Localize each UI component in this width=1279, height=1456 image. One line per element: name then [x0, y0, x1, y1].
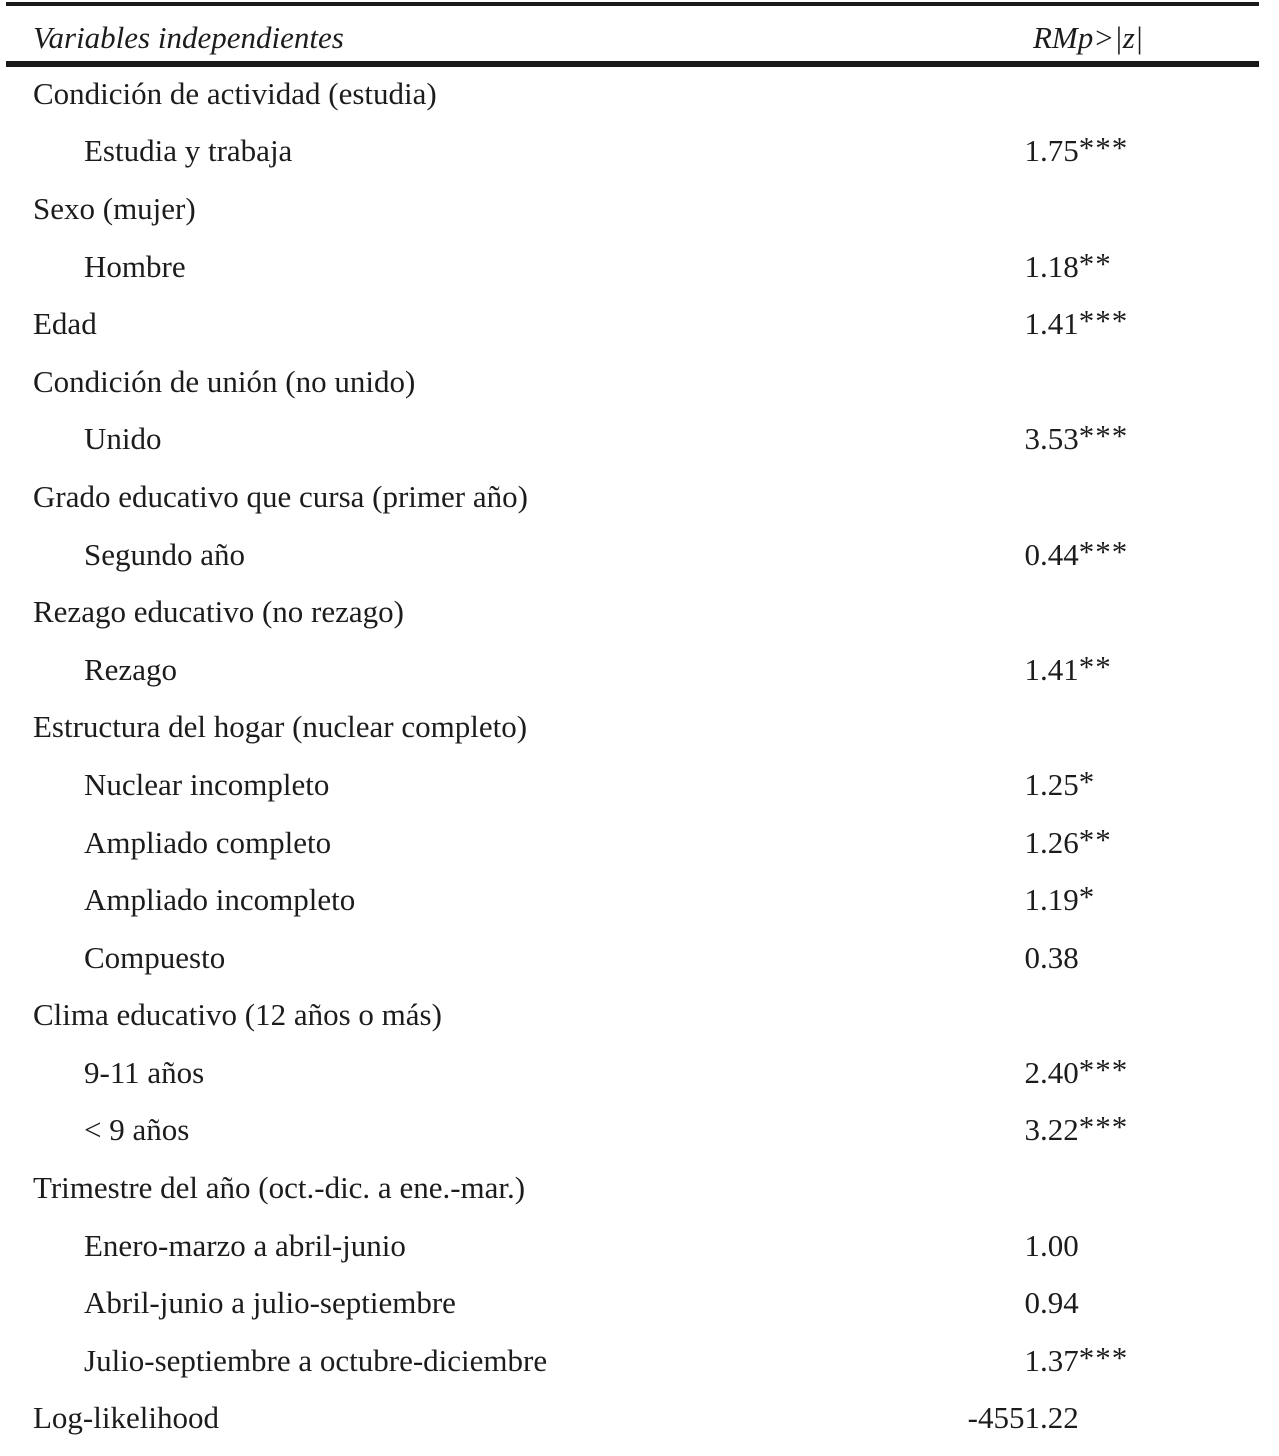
significance-stars: ***	[1078, 1339, 1129, 1375]
value-integer-part: 3	[1024, 1112, 1040, 1148]
table-row	[0, 871, 1279, 929]
table-row	[0, 641, 1279, 699]
row-value	[950, 245, 1112, 285]
row-label: Grado educativo que cursa (primer año)	[33, 478, 528, 514]
row-label: < 9 años	[84, 1112, 190, 1148]
row-value	[950, 763, 1096, 803]
table-row	[0, 756, 1279, 814]
value-decimal-part: .26	[1040, 824, 1079, 860]
value-integer-part: 1	[1024, 882, 1040, 918]
significance-stars: ***	[1078, 1051, 1129, 1087]
significance-stars: **	[1078, 821, 1112, 857]
value-decimal-part: .18	[1040, 248, 1079, 284]
significance-stars: ***	[1078, 418, 1129, 454]
row-label: Rezago	[84, 651, 177, 687]
table-top-rule	[6, 2, 1259, 6]
value-integer-part: 1	[1024, 133, 1040, 169]
value-decimal-part: .94	[1040, 1285, 1079, 1321]
row-label: 9-11 años	[84, 1054, 205, 1090]
row-value	[950, 130, 1129, 169]
row-label: Estructura del hogar (nuclear completo)	[33, 709, 528, 745]
row-value	[950, 1400, 1079, 1436]
value-integer-part: 3	[1024, 421, 1040, 457]
row-label: Condición de unión (no unido)	[33, 363, 416, 399]
value-integer-part: 1	[1024, 1227, 1040, 1263]
row-value	[950, 648, 1112, 688]
row-label: Edad	[33, 306, 97, 342]
significance-stars: *	[1078, 879, 1096, 915]
row-value	[950, 879, 1096, 918]
table-row	[0, 1332, 1279, 1390]
value-decimal-part: .53	[1040, 421, 1079, 457]
significance-stars: **	[1078, 245, 1112, 281]
table-row	[0, 411, 1279, 469]
row-value	[950, 1051, 1129, 1091]
value-integer-part: 1	[1024, 651, 1040, 687]
value-decimal-part: .41	[1040, 306, 1079, 342]
row-value	[950, 1228, 1079, 1264]
row-label: Estudia y trabaja	[84, 133, 293, 169]
table-row	[0, 583, 1279, 641]
value-integer-part: 2	[1024, 1054, 1040, 1090]
table-row	[0, 526, 1279, 584]
row-label: Enero-marzo a abril-junio	[84, 1227, 406, 1263]
value-integer-part: 0	[1024, 939, 1040, 975]
value-decimal-part: .19	[1040, 882, 1079, 918]
table-row	[0, 1217, 1279, 1275]
value-decimal-part: .75	[1040, 133, 1079, 169]
row-value	[950, 418, 1129, 457]
row-value	[950, 821, 1112, 861]
column-header-odds-ratio: RMp>|z|	[1033, 20, 1144, 55]
row-label: Unido	[84, 421, 162, 457]
value-integer-part: -4551	[967, 1400, 1040, 1436]
table-row	[0, 929, 1279, 987]
significance-stars: ***	[1078, 533, 1129, 569]
significance-stars: ***	[1078, 303, 1129, 339]
value-integer-part: 1	[1024, 248, 1040, 284]
value-integer-part: 1	[1024, 824, 1040, 860]
table-row	[0, 353, 1279, 411]
row-label: Nuclear incompleto	[84, 766, 330, 802]
column-header-variables: Variables independientes	[33, 20, 344, 55]
value-decimal-part: .41	[1040, 651, 1079, 687]
row-label: Condición de actividad (estudia)	[33, 75, 437, 111]
table-row	[0, 468, 1279, 526]
table-row	[0, 1044, 1279, 1102]
row-value	[950, 533, 1129, 573]
value-decimal-part: .25	[1040, 766, 1079, 802]
significance-stars: ***	[1078, 1109, 1129, 1145]
row-label: Sexo (mujer)	[33, 190, 196, 226]
row-label: Clima educativo (12 años o más)	[33, 997, 442, 1033]
row-value	[950, 303, 1129, 342]
table-row	[0, 65, 1279, 123]
value-decimal-part: .22	[1040, 1112, 1079, 1148]
table-row	[0, 1274, 1279, 1332]
value-decimal-part: .22	[1040, 1400, 1079, 1436]
table-row	[0, 699, 1279, 757]
table-row	[0, 987, 1279, 1045]
table-rows	[0, 65, 1279, 1447]
row-label: Rezago educativo (no rezago)	[33, 594, 404, 630]
row-label: Hombre	[84, 248, 186, 284]
table-row	[0, 1159, 1279, 1217]
significance-stars: ***	[1078, 130, 1129, 166]
row-label: Julio-septiembre a octubre-diciembre	[84, 1342, 548, 1378]
value-decimal-part: .40	[1040, 1054, 1079, 1090]
table-row	[0, 123, 1279, 181]
value-integer-part: 1	[1024, 766, 1040, 802]
significance-stars: **	[1078, 648, 1112, 684]
table-row	[0, 295, 1279, 353]
row-value	[950, 1109, 1129, 1148]
row-label: Log-likelihood	[33, 1400, 219, 1436]
row-label: Ampliado completo	[84, 824, 332, 860]
row-label: Segundo año	[84, 536, 246, 572]
row-value	[950, 1339, 1129, 1379]
table-row	[0, 180, 1279, 238]
value-decimal-part: .44	[1040, 536, 1079, 572]
row-value	[950, 940, 1079, 976]
value-integer-part: 1	[1024, 1342, 1040, 1378]
row-label: Abril-junio a julio-septiembre	[84, 1285, 456, 1321]
table-row	[0, 814, 1279, 872]
table-row	[0, 1390, 1279, 1448]
row-label: Compuesto	[84, 939, 226, 975]
table-row	[0, 238, 1279, 296]
table-row	[0, 1102, 1279, 1160]
value-decimal-part: .38	[1040, 939, 1079, 975]
row-label: Trimestre del año (oct.-dic. a ene.-mar.)	[33, 1170, 526, 1206]
value-integer-part: 0	[1024, 1285, 1040, 1321]
value-integer-part: 0	[1024, 536, 1040, 572]
value-decimal-part: .00	[1040, 1227, 1079, 1263]
value-integer-part: 1	[1024, 306, 1040, 342]
row-value	[950, 1285, 1079, 1321]
significance-stars: *	[1078, 763, 1096, 799]
row-label: Ampliado incompleto	[84, 882, 356, 918]
value-decimal-part: .37	[1040, 1342, 1079, 1378]
